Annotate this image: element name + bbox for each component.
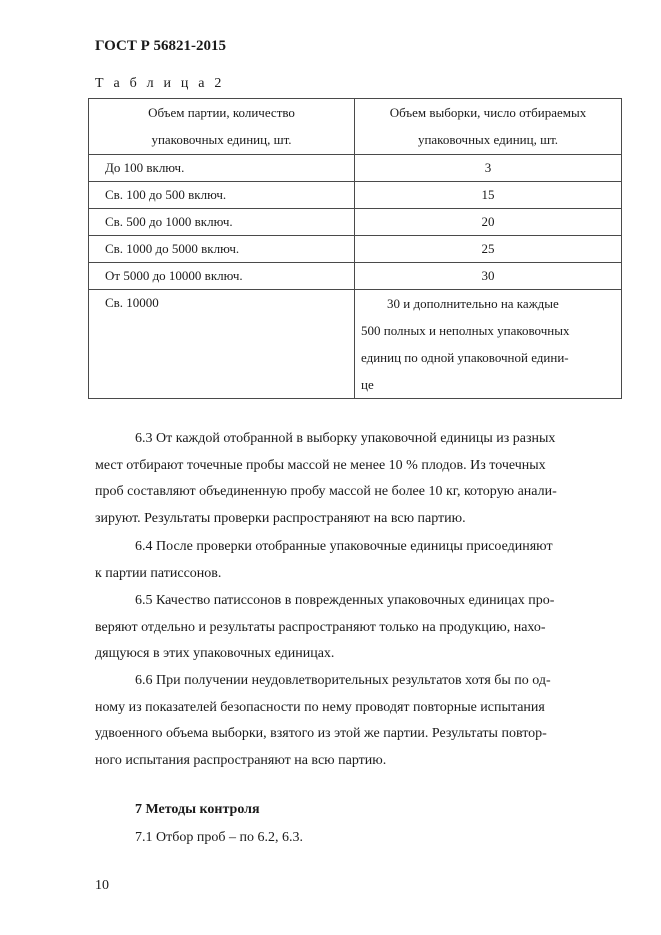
sample-size-cell: 3	[355, 155, 622, 182]
sample-size-cell: 30 и дополнительно на каждые 500 полных и неполных упаковочных единиц по одной упаковочной едини- це	[355, 290, 622, 399]
section-heading: 7 Методы контроля	[135, 802, 260, 817]
paragraph-6-3: 6.3 От каждой отобранной в выборку упаковочной единицы из разных мест отбирают точечные пробы массой не менее 10 % плодов. Из точечных проб составляют объединенную пробу массой не более 10 кг, которую анали- зируют. Результаты проверки распространяют на всю партию.	[95, 431, 557, 527]
lot-size-cell: Св. 10000	[89, 290, 355, 399]
sample-size-cell: 25	[355, 236, 622, 263]
paragraph-6-6: 6.6 При получении неудовлетворительных результатов хотя бы по од- ному из показателей безопасности по нему проводят повторные испытания удвоенного объема выборки, взятого из этой же партии. Результаты повтор- ного испытания распространяют на всю партию.	[95, 673, 551, 769]
sample-size-cell: 30	[355, 263, 622, 290]
table-row	[89, 182, 622, 209]
table-row	[89, 155, 622, 182]
document-code: ГОСТ Р 56821-2015	[95, 38, 227, 54]
header-sample-size: Объем выборки, число отбираемых упаковочных единиц, шт.	[355, 99, 622, 155]
sample-size-cell: 15	[355, 182, 622, 209]
paragraph-6-4: 6.4 После проверки отобранные упаковочные единицы присоединяют к партии патиссонов.	[95, 539, 553, 581]
paragraph-6-5: 6.5 Качество патиссонов в поврежденных упаковочных единицах про- веряют отдельно и результаты распространяют только на продукцию, нахо- дящуюся в этих упаковочных единицах.	[95, 593, 555, 662]
table-row	[89, 236, 622, 263]
lot-size-cell: До 100 включ.	[89, 155, 355, 182]
table-label: Т а б л и ц а 2	[95, 76, 225, 91]
table-row	[89, 290, 622, 399]
lot-size-cell: От 5000 до 10000 включ.	[89, 263, 355, 290]
lot-size-cell: Св. 100 до 500 включ.	[89, 182, 355, 209]
lot-size-cell: Св. 1000 до 5000 включ.	[89, 236, 355, 263]
table-header-row	[89, 99, 622, 155]
table-row	[89, 263, 622, 290]
table-row	[89, 209, 622, 236]
page-number: 10	[95, 878, 109, 893]
section-item-7-1: 7.1 Отбор проб – по 6.2, 6.3.	[135, 830, 303, 845]
sampling-table	[88, 98, 622, 399]
header-lot-size: Объем партии, количество упаковочных единиц, шт.	[89, 99, 355, 155]
lot-size-cell: Св. 500 до 1000 включ.	[89, 209, 355, 236]
sample-size-cell: 20	[355, 209, 622, 236]
